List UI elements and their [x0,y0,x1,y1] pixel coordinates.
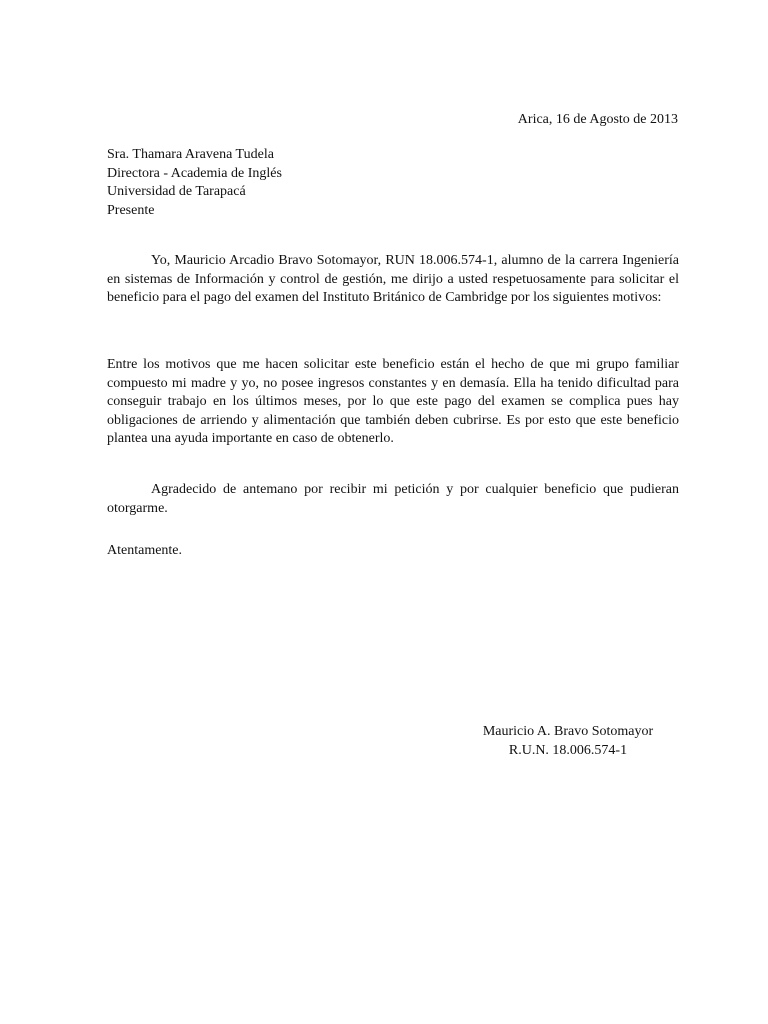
paragraph-thanks [107,481,679,518]
recipient-block [107,146,282,220]
recipient-institution: Universidad de Tarapacá [107,184,246,199]
closing-salutation: Atentamente. [107,543,183,558]
recipient-position: Directora - Academia de Inglés [107,165,282,181]
recipient-presente: Presente [107,202,155,218]
signature-run: R.U.N. 18.006.574-1 [508,743,628,758]
paragraph-reasons [107,356,679,449]
paragraph-introduction-text: Yo, Mauricio Arcadio Bravo Sotomayor, RUN 18.006.574-1, alumno de la carrera Ingeniería en sistemas de Información y control de gestión, me dirijo a usted respetuosamente para solicitar el beneficio para el pago del examen del Instituto Británico de Cambridge por los siguientes motivos: [107,253,679,305]
recipient-name: Sra. Thamara Aravena Tudela [107,147,274,162]
letter-date: Arica, 16 de Agosto de 2013 [517,112,678,127]
signature-name: Mauricio A. Bravo Sotomayor [482,724,654,739]
paragraph-thanks-text: Agradecido de antemano por recibir mi petición y por cualquier beneficio que pudieran otorgarme. [107,482,679,516]
paragraph-introduction [107,252,679,308]
paragraph-reasons-text: Entre los motivos que me hacen solicitar este beneficio están el hecho de que mi grupo familiar compuesto mi madre y yo, no posee ingresos constantes y en demasía. Ella ha tenido dificultad para conseguir trabajo en los últimos meses, por lo que este pago del examen se complica pues hay obligaciones de arriendo y alimentación que también deben cubrirse. Es por esto que este beneficio plantea una ayuda importante en caso de obtenerlo. [107,357,679,446]
signature-block [470,722,666,760]
